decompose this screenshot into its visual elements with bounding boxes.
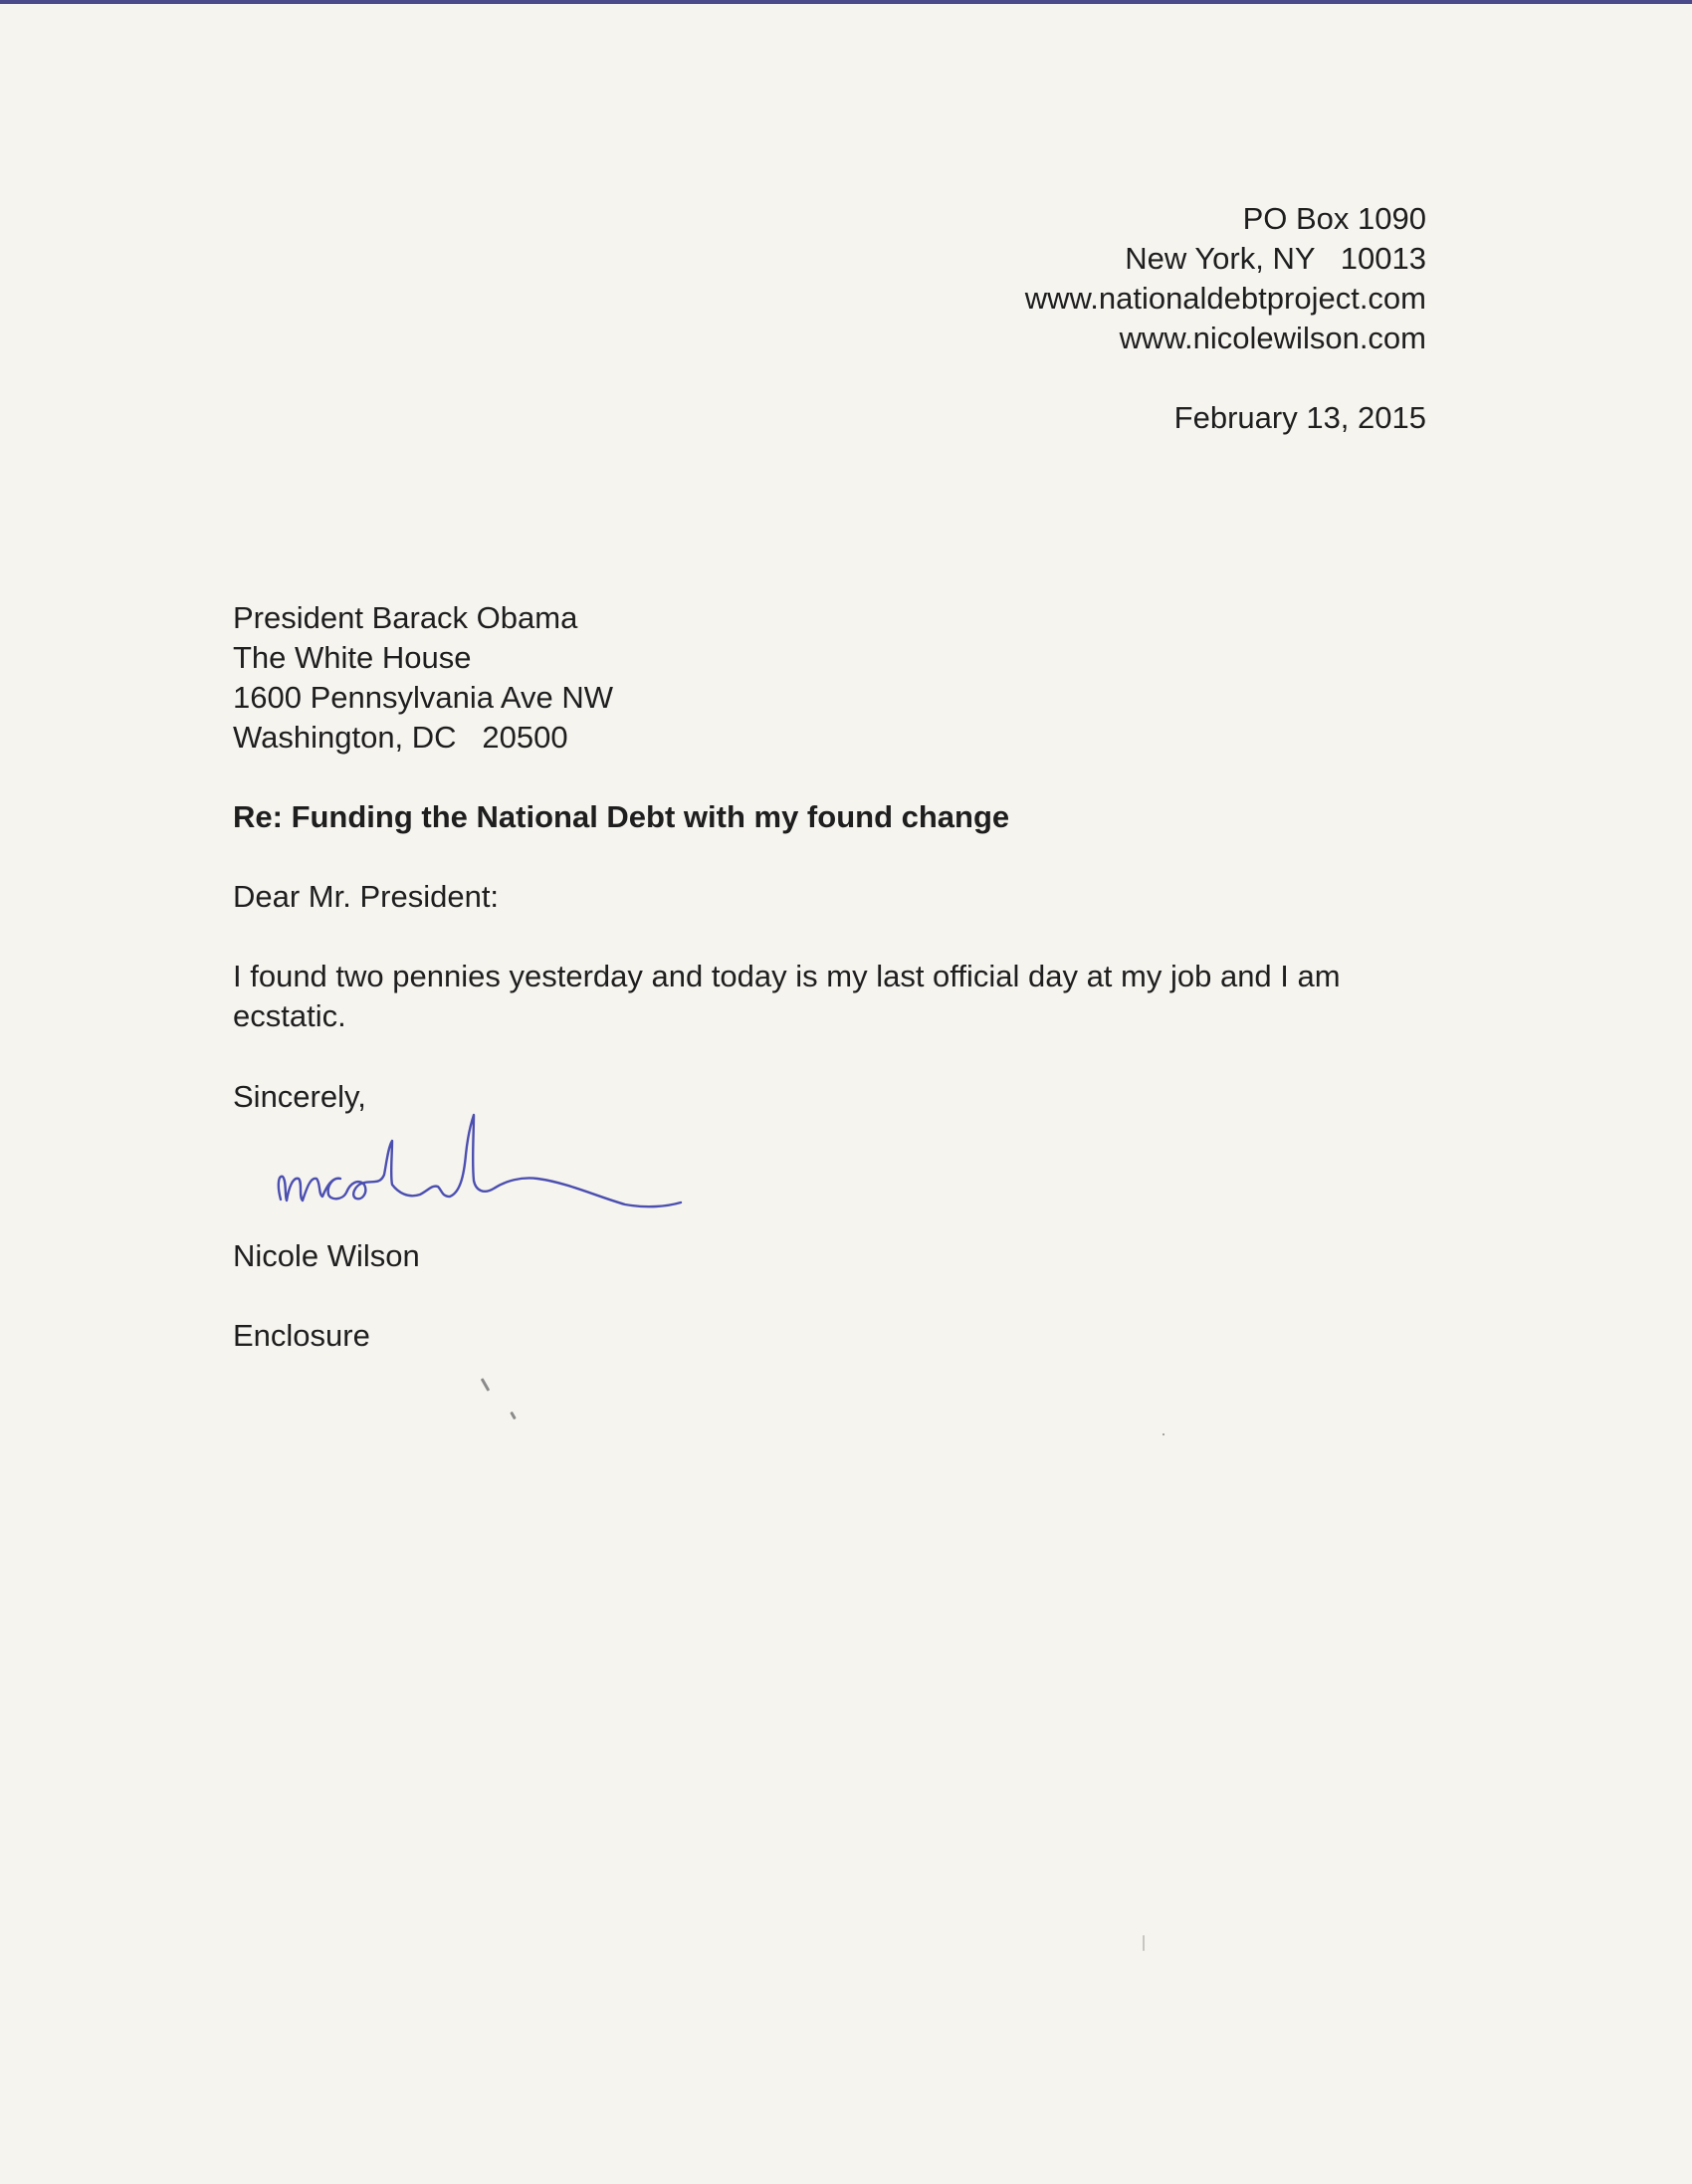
sender-address-line1: PO Box 1090 (1242, 201, 1426, 236)
handwritten-signature (269, 1105, 687, 1214)
sender-website-2: www.nicolewilson.com (1119, 321, 1426, 355)
signature-stroke (279, 1115, 681, 1206)
signer-name: Nicole Wilson (233, 1238, 420, 1273)
letter-date: February 13, 2015 (1173, 400, 1426, 435)
paper-speck (1143, 1935, 1145, 1951)
recipient-name: President Barack Obama (233, 600, 578, 635)
recipient-city: Washington, DC 20500 (233, 720, 568, 755)
recipient-street: 1600 Pennsylvania Ave NW (233, 680, 613, 715)
letter-body: I found two pennies yesterday and today is my last official day at my job and I am ecstatic. (233, 959, 1341, 1033)
closing: Sincerely, (233, 1079, 366, 1114)
recipient-address-block (233, 598, 613, 758)
page-top-edge (0, 0, 1692, 4)
paper-speck (481, 1378, 491, 1392)
enclosure-notation: Enclosure (233, 1318, 370, 1353)
salutation: Dear Mr. President: (233, 879, 500, 914)
sender-address-line2: New York, NY 10013 (1125, 241, 1426, 276)
sender-website-1: www.nationaldebtproject.com (1024, 281, 1426, 316)
sender-address-block (1025, 199, 1426, 358)
paper-speck (1163, 1433, 1164, 1435)
subject-line: Re: Funding the National Debt with my found change (233, 799, 1010, 834)
recipient-organization: The White House (233, 640, 472, 675)
paper-speck (510, 1412, 517, 1420)
